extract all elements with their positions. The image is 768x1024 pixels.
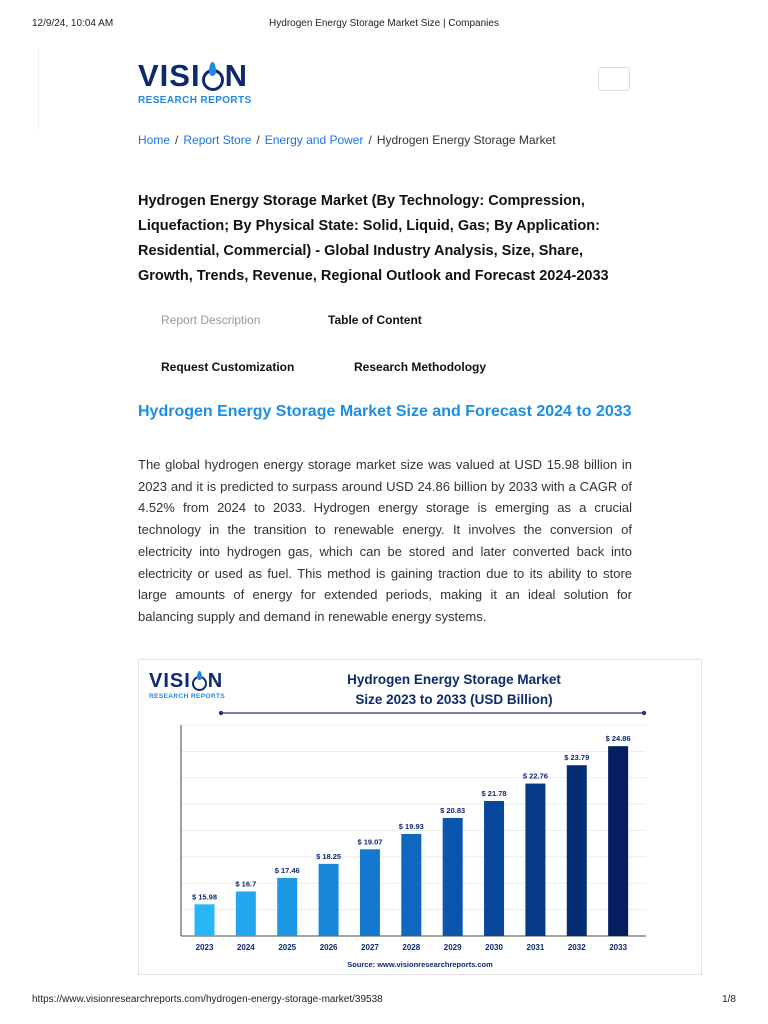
- chart-title-line1: Hydrogen Energy Storage Market: [347, 672, 561, 687]
- chart-x-tick-label: 2028: [402, 943, 421, 952]
- print-page-title: Hydrogen Energy Storage Market Size | Companies: [269, 18, 499, 29]
- chart-x-tick-label: 2023: [195, 943, 214, 952]
- chart-bar: [195, 904, 215, 936]
- chart-x-tick-label: 2026: [319, 943, 338, 952]
- chart-bar: [236, 891, 256, 936]
- chart-data-label: $ 17.46: [274, 865, 300, 875]
- chart-data-label: $ 15.98: [191, 892, 218, 902]
- chart-x-tick-label: 2032: [567, 943, 586, 952]
- logo-subtitle: RESEARCH REPORTS: [138, 95, 252, 106]
- chart-x-tick-label: 2031: [526, 943, 545, 952]
- chart-data-label: $ 20.83: [440, 805, 466, 815]
- chart-data-label: $ 18.25: [316, 851, 342, 861]
- logo-wordmark: VISI N: [138, 58, 248, 93]
- chart-bar: [443, 818, 463, 936]
- chart-data-label: $ 16.7: [235, 879, 257, 889]
- chart-data-label: $ 21.78: [481, 789, 507, 799]
- chart-title-rule-dot: [219, 711, 223, 715]
- chart-data-label: $ 22.76: [522, 771, 548, 781]
- page-title: Hydrogen Energy Storage Market (By Technology: Compression, Liquefaction; By Physical State: Solid, Liquid, Gas; By Application: Residential, Commercial) - Global Industry Analysis, Size, Share, Growth, Trends, Revenue, Regional Outlook and Forecast 2024-2033: [138, 193, 609, 284]
- site-logo[interactable]: [138, 60, 278, 110]
- section-title: Hydrogen Energy Storage Market Size and Forecast 2024 to 2033: [138, 403, 632, 420]
- chart-bar: [567, 765, 587, 936]
- chart-title-line2: Size 2023 to 2033 (USD Billion): [355, 692, 553, 707]
- breadcrumb: [138, 133, 556, 147]
- tab-table-of-content[interactable]: Table of Content: [328, 313, 422, 327]
- chart-bar: [484, 801, 504, 936]
- print-page-number: 1/8: [722, 994, 736, 1005]
- left-divider: [38, 48, 39, 130]
- breadcrumb-separator: /: [256, 133, 260, 147]
- chart-bar: [401, 834, 421, 936]
- chart-bar: [277, 878, 297, 936]
- chart-data-label: $ 19.07: [357, 837, 383, 847]
- chart-x-tick-label: 2030: [485, 943, 503, 952]
- chart-bar: [319, 864, 339, 936]
- chart-logo-subtitle: RESEARCH REPORTS: [149, 693, 226, 700]
- breadcrumb-separator: /: [368, 133, 372, 147]
- hamburger-menu-icon[interactable]: [598, 67, 630, 91]
- chart-x-tick-label: 2033: [609, 943, 628, 952]
- chart-bar: [360, 849, 380, 936]
- chart-x-tick-label: 2024: [236, 943, 255, 952]
- breadcrumb-home[interactable]: Home: [138, 133, 171, 147]
- chart-data-label: $ 19.93: [398, 821, 424, 831]
- chart-title-rule-dot: [642, 711, 646, 715]
- chart-bar: [608, 746, 628, 936]
- chart-source: Source: www.visionresearchreports.com: [347, 960, 493, 969]
- print-url: https://www.visionresearchreports.com/hydrogen-energy-storage-market/39538: [32, 994, 383, 1005]
- tab-request-customization[interactable]: Request Customization: [161, 360, 295, 374]
- breadcrumb-current: Hydrogen Energy Storage Market: [376, 133, 556, 147]
- chart-logo-wordmark: VISI N: [149, 670, 224, 692]
- chart-x-tick-label: 2025: [278, 943, 297, 952]
- tab-report-description[interactable]: Report Description: [161, 313, 261, 327]
- chart-x-tick-label: 2029: [443, 943, 462, 952]
- chart-bar: [525, 784, 545, 936]
- tab-research-methodology[interactable]: Research Methodology: [354, 360, 487, 374]
- breadcrumb-report-store[interactable]: Report Store: [183, 133, 252, 147]
- chart-x-tick-label: 2027: [361, 943, 379, 952]
- chart-data-label: $ 23.79: [564, 753, 590, 763]
- section-body: The global hydrogen energy storage market size was valued at USD 15.98 billion in 2023 and it is predicted to surpass around USD 24.86 billion by 2033 with a CAGR of 4.52% from 2024 to 2033. Hydrogen energy storage is emerging as a crucial technology in the transition to renewable energy. It involves the conversion of electricity into hydrogen gas, which can be stored and later converted back into electricity or used as fuel. This method is gaining traction due to its ability to store large amounts of energy for extended periods, making it an ideal solution for balancing supply and demand in renewable energy systems.: [138, 457, 632, 624]
- print-datetime: 12/9/24, 10:04 AM: [32, 18, 114, 29]
- breadcrumb-separator: /: [175, 133, 179, 147]
- logo-drop-icon: [202, 69, 224, 91]
- market-size-chart: [138, 659, 702, 975]
- chart-plot: [139, 660, 703, 976]
- chart-data-label: $ 24.86: [605, 734, 631, 744]
- breadcrumb-energy-and-power[interactable]: Energy and Power: [264, 133, 364, 147]
